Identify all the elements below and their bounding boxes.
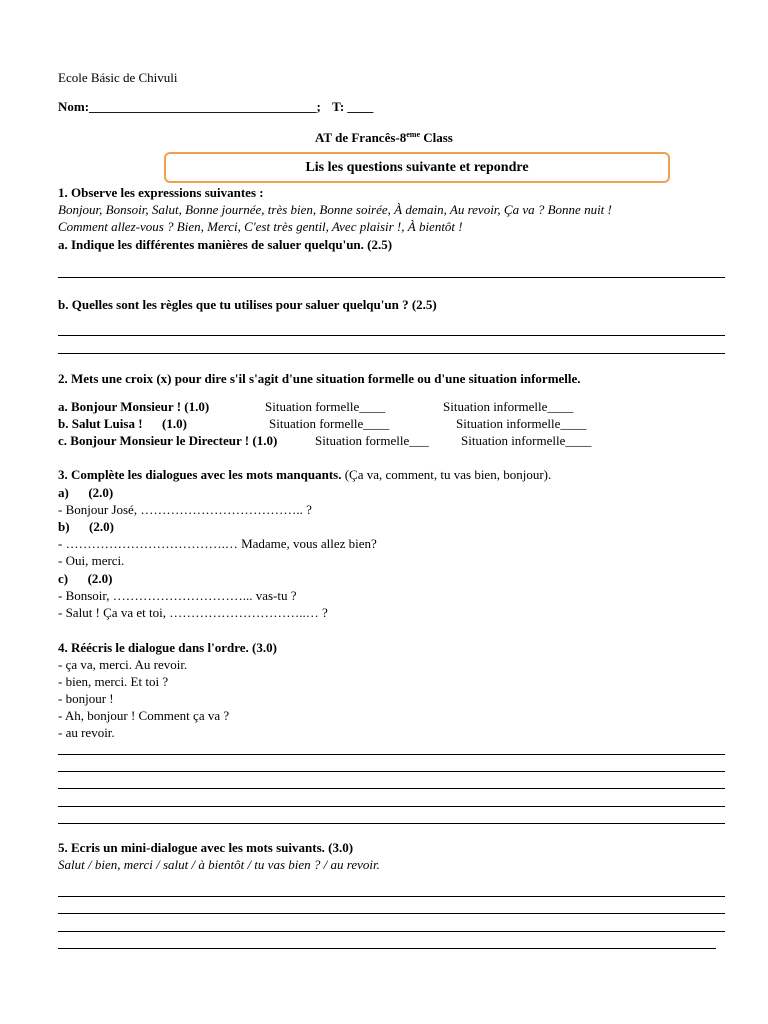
answer-line <box>58 353 725 354</box>
nom-blank: ___________________________________; <box>89 99 321 114</box>
q4-line: - au revoir. <box>58 725 115 740</box>
answer-line <box>58 896 725 897</box>
q4-line: - ça va, merci. Au revoir. <box>58 657 188 672</box>
q4-line: - bien, merci. Et toi ? <box>58 674 169 689</box>
page-title <box>315 126 453 146</box>
q5-words: Salut / bien, merci / salut / à bientôt / tu vas bien ? / au revoir. <box>58 857 380 872</box>
instruction-box: Lis les questions suivante et repondre <box>164 152 670 183</box>
q3a-line: - Bonjour José, ……………………………….. ? <box>58 502 312 517</box>
answer-line <box>58 771 725 772</box>
q3-heading-words: (Ça va, comment, tu vas bien, bonjour). <box>341 467 552 482</box>
answer-line <box>58 788 725 789</box>
q2-item-informal: Situation informelle____ <box>456 416 587 431</box>
answer-line <box>58 931 725 932</box>
answer-line <box>58 913 725 914</box>
q3c-line2: - Salut ! Ça va et toi, …………………………..… ? <box>58 605 328 620</box>
q4-line: - Ah, bonjour ! Comment ça va ? <box>58 708 230 723</box>
q3-heading-text: 3. Complète les dialogues avec les mots manquants. <box>58 467 342 482</box>
q3b-line2: - Oui, merci. <box>58 553 125 568</box>
title-main: AT de Francês-8 <box>315 130 407 145</box>
school-name: Ecole Básic de Chivuli <box>58 70 178 85</box>
answer-line <box>58 754 725 755</box>
answer-line <box>58 806 725 807</box>
q2-item-formal: Situation formelle____ <box>269 416 390 431</box>
answer-line <box>58 277 725 278</box>
q3a-label: a) (2.0) <box>58 485 114 500</box>
answer-line <box>58 823 725 824</box>
nom-label: Nom: <box>58 99 90 114</box>
q1a-question: a. Indique les différentes manières de saluer quelqu'un. (2.5) <box>58 237 393 252</box>
q2-heading: 2. Mets une croix (x) pour dire s'il s'agit d'une situation formelle ou d'une situation informelle. <box>58 371 581 386</box>
q5-heading: 5. Ecris un mini-dialogue avec les mots suivants. (3.0) <box>58 840 354 855</box>
t-label: T: ____ <box>332 99 374 114</box>
q3b-line1: - ……………………………….… Madame, vous allez bien? <box>58 536 377 551</box>
q1-expressions-line2: Comment allez-vous ? Bien, Merci, C'est très gentil, Avec plaisir !, À bientôt ! <box>58 219 463 234</box>
q3-heading <box>58 466 551 483</box>
q2-item-label: a. Bonjour Monsieur ! (1.0) <box>58 399 210 414</box>
name-line <box>58 98 373 115</box>
answer-line <box>58 335 725 336</box>
q2-item-formal: Situation formelle____ <box>265 399 386 414</box>
q3c-label: c) (2.0) <box>58 571 113 586</box>
q1-heading: 1. Observe les expressions suivantes : <box>58 185 264 200</box>
q3c-line1: - Bonsoir, …………………………... vas-tu ? <box>58 588 297 603</box>
q3b-label: b) (2.0) <box>58 519 114 534</box>
title-end: Class <box>420 130 453 145</box>
q1-expressions-line1: Bonjour, Bonsoir, Salut, Bonne journée, très bien, Bonne soirée, À demain, Au revoir, Ça va ? Bonne nuit ! <box>58 202 612 217</box>
q2-item-informal: Situation informelle____ <box>443 399 574 414</box>
q2-item-formal: Situation formelle___ <box>315 433 429 448</box>
q2-item-label: b. Salut Luisa ! (1.0) <box>58 416 187 431</box>
q2-item-label: c. Bonjour Monsieur le Directeur ! (1.0) <box>58 433 278 448</box>
q4-line: - bonjour ! <box>58 691 114 706</box>
q2-item-informal: Situation informelle____ <box>461 433 592 448</box>
title-sup: eme <box>406 130 420 139</box>
answer-line <box>58 948 716 949</box>
q1b-question: b. Quelles sont les règles que tu utilises pour saluer quelqu'un ? (2.5) <box>58 297 437 312</box>
q4-heading: 4. Réécris le dialogue dans l'ordre. (3.0) <box>58 640 277 655</box>
